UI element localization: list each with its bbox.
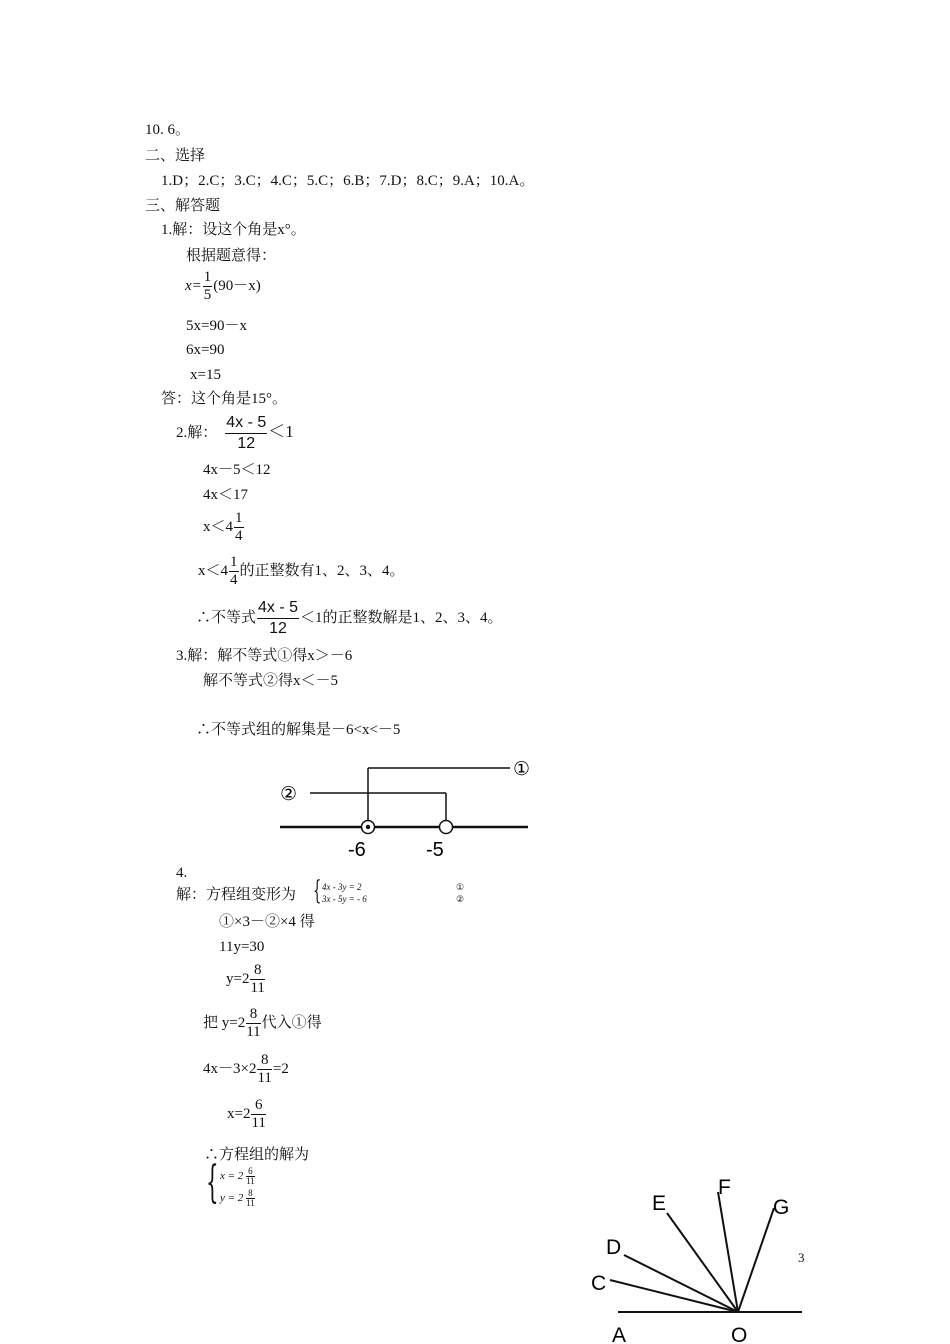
point-label-D: D xyxy=(606,1236,622,1259)
p4-system-tag1: ① xyxy=(456,882,465,892)
p3-step-1: 3.解：解不等式①得x＞－6 xyxy=(176,648,353,664)
point-label-A: A xyxy=(612,1324,627,1344)
p2-label: 2.解： xyxy=(176,425,218,441)
fraction xyxy=(250,962,264,997)
p2-step-3 xyxy=(203,508,245,546)
p4-sol-y-lhs: y = 2 xyxy=(220,1192,244,1205)
tick-label-minus-5: -5 xyxy=(426,839,444,861)
p4-system-eq2: 3x - 5y = - 6 xyxy=(322,894,367,904)
ray-OF xyxy=(718,1192,738,1312)
p3-step-2: 解不等式②得x＜－5 xyxy=(203,673,339,689)
fraction-denominator: 4 xyxy=(230,572,238,589)
fraction-denominator: 11 xyxy=(246,1176,255,1186)
p1-equation-4: x=15 xyxy=(190,367,221,383)
ray-OG xyxy=(738,1208,774,1312)
p3-conclusion: ∴不等式组的解集是－6<x<－5 xyxy=(196,722,401,738)
choice-answers: 1.D；2.C；3.C；4.C；5.C；6.B；7.D；8.C；9.A；10.A。 xyxy=(161,173,535,189)
p4-step-2: 11y=30 xyxy=(219,939,265,955)
brace-icon: { xyxy=(206,1157,219,1208)
p2-rhs: ＜1 xyxy=(268,422,294,441)
fraction xyxy=(234,510,244,545)
p4-intro: 解：方程组变形为 xyxy=(176,887,297,903)
fraction xyxy=(225,413,267,454)
fraction-numerator: 6 xyxy=(246,1167,255,1177)
p4-step-5 xyxy=(203,1050,289,1088)
fraction xyxy=(251,1097,265,1132)
p1-eq1-lhs: x= xyxy=(185,278,202,294)
range-label-2: ② xyxy=(280,784,298,805)
point-label-O: O xyxy=(731,1324,748,1344)
fraction xyxy=(257,1052,271,1087)
ray-OD xyxy=(624,1255,738,1312)
tick-label-minus-6: -6 xyxy=(348,839,366,861)
p1-equation-2: 5x=90－x xyxy=(186,318,247,334)
p2-s3-lhs: x＜4 xyxy=(203,519,234,535)
p4-s5-lhs: 4x－3×2 xyxy=(203,1061,257,1077)
point-label-C: C xyxy=(591,1272,607,1295)
p1-answer: 答：这个角是15°。 xyxy=(161,391,287,407)
p4-step-4 xyxy=(203,1004,322,1042)
p4-solution-y xyxy=(220,1189,255,1208)
open-point-minus-5 xyxy=(440,821,453,834)
fraction xyxy=(203,269,213,304)
p2-inequality xyxy=(176,412,294,454)
fraction-numerator: 8 xyxy=(246,1006,260,1024)
point-label-F: F xyxy=(718,1176,731,1199)
p4-sol-x-lhs: x = 2 xyxy=(220,1170,244,1183)
fraction-denominator: 11 xyxy=(257,1070,272,1087)
p2-step-1: 4x－5＜12 xyxy=(203,462,271,478)
fraction-denominator: 5 xyxy=(203,287,212,304)
p1-basis: 根据题意得： xyxy=(186,248,277,264)
point-label-E: E xyxy=(652,1192,667,1215)
fraction-numerator: 6 xyxy=(251,1097,265,1115)
fraction xyxy=(246,1006,260,1041)
section-solutions-heading: 三、解答题 xyxy=(145,198,221,214)
p2-concl-lhs: ∴不等式 xyxy=(196,610,257,626)
fraction-numerator: 1 xyxy=(230,554,238,571)
range-label-1: ① xyxy=(513,759,531,780)
p4-system-tag2: ② xyxy=(456,894,465,904)
fraction-denominator: 12 xyxy=(269,620,287,638)
fraction-numerator: 8 xyxy=(250,962,264,980)
p4-step-3 xyxy=(226,960,266,998)
section-choice-heading: 二、选择 xyxy=(145,148,206,164)
p4-number: 4. xyxy=(176,865,188,881)
fraction-numerator: 4x - 5 xyxy=(257,598,299,619)
fraction-denominator: 11 xyxy=(246,1198,255,1208)
p4-solution xyxy=(206,1157,326,1213)
fraction-denominator: 11 xyxy=(251,1115,266,1132)
fraction xyxy=(246,1189,255,1208)
p1-equation-1 xyxy=(185,268,261,304)
fraction-numerator: 8 xyxy=(257,1052,271,1070)
brace-icon: { xyxy=(313,876,322,906)
p4-conclusion: ∴方程组的解为 xyxy=(204,1147,310,1163)
p4-solution-x xyxy=(220,1167,255,1186)
fraction-denominator: 4 xyxy=(235,528,243,545)
p1-intro: 1.解：设这个角是x°。 xyxy=(161,222,306,238)
p4-s6-lhs: x=2 xyxy=(227,1106,251,1122)
fraction-denominator: 11 xyxy=(246,1024,261,1041)
p4-step-6 xyxy=(227,1095,267,1133)
fraction-numerator: 1 xyxy=(203,269,212,286)
page-number: 3 xyxy=(798,1250,805,1265)
p2-s4-rhs: 的正整数有1、2、3、4。 xyxy=(239,563,405,579)
fraction-numerator: 8 xyxy=(246,1189,255,1199)
fraction-numerator: 1 xyxy=(235,510,243,527)
q10-answer: 10. 6。 xyxy=(145,122,191,138)
number-line-figure xyxy=(270,752,535,862)
p2-s4-lhs: x＜4 xyxy=(198,563,229,579)
p2-conclusion xyxy=(196,598,503,639)
p4-s3-lhs: y=2 xyxy=(226,971,250,987)
p4-step-1: ①×3－②×4 得 xyxy=(219,914,315,930)
point-label-G: G xyxy=(773,1196,790,1219)
fraction-denominator: 12 xyxy=(237,435,256,453)
p4-s5-rhs: =2 xyxy=(272,1061,289,1077)
p2-step-2: 4x＜17 xyxy=(203,487,249,503)
p4-system xyxy=(313,876,483,907)
p4-s4-rhs: 代入①得 xyxy=(261,1015,322,1031)
fraction-numerator: 4x - 5 xyxy=(225,413,267,434)
fraction xyxy=(257,598,299,639)
p2-concl-rhs: ＜1的正整数解是1、2、3、4。 xyxy=(300,610,503,626)
fraction-denominator: 11 xyxy=(250,980,265,997)
point-dot xyxy=(366,825,370,829)
fraction xyxy=(246,1167,255,1186)
angle-figure xyxy=(580,1170,810,1344)
p1-eq1-rhs: (90－x) xyxy=(213,278,261,294)
p1-equation-3: 6x=90 xyxy=(186,342,225,358)
p4-system-eq1: 4x - 3y = 2 xyxy=(322,882,362,892)
fraction xyxy=(229,554,239,589)
p2-step-4 xyxy=(198,552,405,590)
p4-s4-lhs: 把 y=2 xyxy=(203,1015,246,1031)
